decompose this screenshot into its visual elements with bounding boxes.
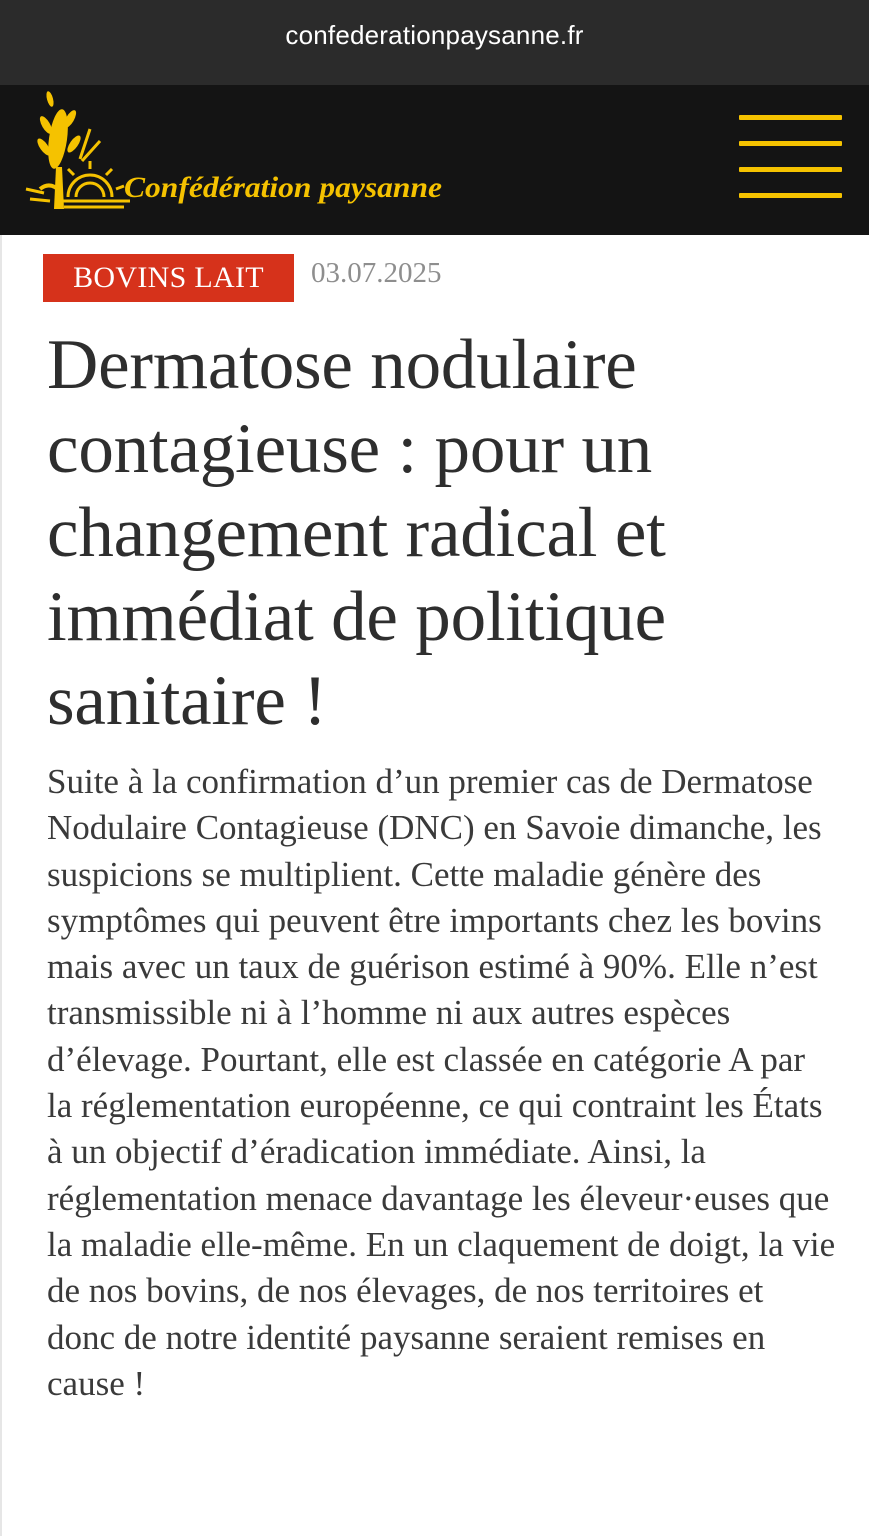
wheat-icon xyxy=(26,90,100,209)
article-title: Dermatose nodulaire contagieuse : pour un changement radical et immédiat de politique sanitaire ! xyxy=(47,326,666,740)
category-tag[interactable]: BOVINS LAIT xyxy=(43,254,294,302)
sun-icon xyxy=(60,161,130,207)
article-date: 03.07.2025 xyxy=(311,257,442,289)
logo-text: Confédération paysanne xyxy=(124,171,442,204)
confederation-paysanne-logo[interactable] xyxy=(20,89,450,229)
article-body: Suite à la confirmation d’un premier cas de Dermatose Nodulaire Contagieuse (DNC) en Savoie dimanche, les suspicions se multiplient. Cette maladie génère des symptômes qui peuvent être importants chez les bovins mais avec un taux de guérison estimé à 90%. Elle n’est transmissible ni à l’homme ni aux autres espèces d’élevage. Pourtant, elle est classée en catégorie A par la réglementation européenne, ce qui contraint les États à un objectif d’éradication immédiate. Ainsi, la réglementation menace davantage les éleveur·euses que la maladie elle-même. En un claquement de doigt, la vie de nos bovins, de nos élevages, de nos territoires et donc de notre identité paysanne seraient remises en cause ! xyxy=(47,762,836,1403)
url-text[interactable]: confederationpaysanne.fr xyxy=(285,20,584,50)
menu-button[interactable] xyxy=(736,115,846,203)
browser-address-bar[interactable] xyxy=(0,0,869,85)
site-header xyxy=(0,85,869,235)
article-content xyxy=(0,235,869,1536)
